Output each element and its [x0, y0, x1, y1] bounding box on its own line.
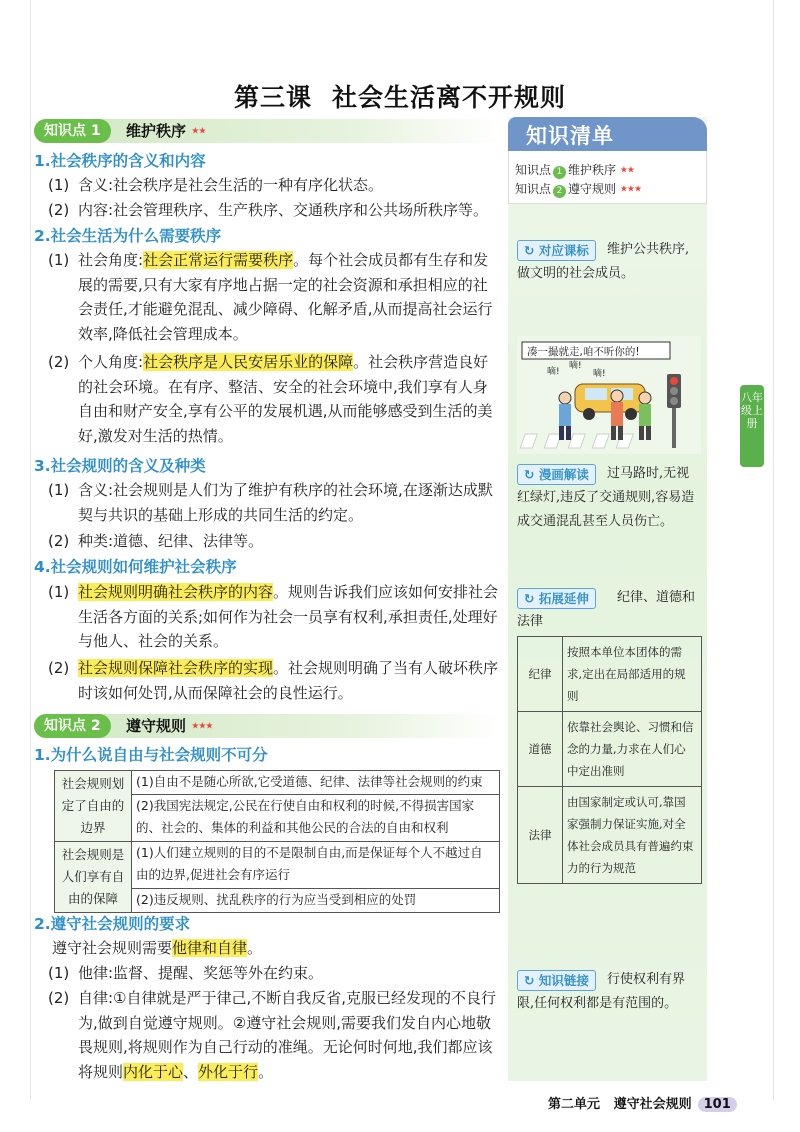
knowledge-list: [508, 151, 707, 204]
sidebar-header: [508, 117, 707, 151]
page-footer: [548, 1093, 737, 1112]
lesson-number: 第三课: [233, 83, 312, 112]
number-badge: 2: [553, 185, 566, 198]
number-badge: 1: [553, 166, 566, 179]
kp1-name: 维护秩序 ★★: [126, 122, 206, 140]
page-title: [0, 78, 800, 114]
highlight: 内化于心: [123, 1062, 184, 1081]
s6-heading: 2.遵守社会规则的要求: [34, 915, 191, 933]
rule-table: [54, 770, 500, 913]
highlight: 社会规则明确社会秩序的内容: [78, 583, 274, 601]
highlight: 社会正常运行需要秩序: [143, 251, 294, 269]
s1-heading: 1.社会秩序的含义和内容: [34, 152, 206, 170]
link-text: 行使权利有界限,任何权利都是有范围的。: [517, 972, 686, 1011]
curriculum-text: 维护公共秩序,做文明的社会成员。: [517, 242, 690, 281]
rule-table-head-2: 社会规则是人们享有自由的保障: [55, 842, 132, 913]
ext-head: 道德: [518, 712, 563, 787]
table-row: [55, 842, 500, 889]
kp2-bar: [34, 714, 500, 738]
kp1-bar: [34, 119, 500, 143]
grade-tab: 八年级上册: [740, 385, 764, 467]
s1-p1: (1) 含义:社会秩序是社会生活的一种有序化状态。: [48, 176, 384, 194]
sidebar-title: 知识清单: [526, 124, 614, 148]
s3-p1: (1) 含义:社会规则是人们为了维护有秩序的社会环境,在逐渐达成默契与共识的基础上形成的共同生活的约定。: [48, 481, 493, 524]
highlight: 社会规则保障社会秩序的实现: [78, 659, 274, 677]
ext-head: 纪律: [518, 637, 563, 712]
extension-table: [517, 636, 702, 884]
highlight: 外化于行: [198, 1062, 259, 1081]
list-item: 知识点 1 维护秩序 ★★: [515, 163, 634, 177]
chip-extension: ↻ 拓展延伸: [517, 588, 596, 609]
highlight: 社会秩序是人民安居乐业的保障: [143, 353, 354, 371]
rule-table-cell: (2)违反规则、扰乱秩序的行为应当受到相应的处罚: [132, 888, 500, 912]
kp2-tag: 知识点 2: [34, 714, 111, 738]
svg-text:嘀!: 嘀!: [569, 361, 582, 371]
footer-title: 遵守社会规则: [613, 1097, 692, 1112]
s2-p1: (1) 社会角度:社会正常运行需要秩序。每个社会成员都有生存和发展的需要,只有大家有序地占据一定的社会资源和承担相应的社会责任,才能避免混乱、减少障碍、化解矛盾,从而提高社会运行效率,降低社会管理成本。: [48, 251, 493, 343]
s6-p1: (1) 他律:监督、提醒、奖惩等外在约束。: [48, 964, 324, 982]
chip-comic: ↻ 漫画解读: [517, 464, 596, 485]
chip-curriculum: ↻ 对应课标: [517, 240, 596, 261]
s4-p1: (1) 社会规则明确社会秩序的内容。规则告诉我们应该如何安排社会生活各方面的关系;如何作为社会一员享有权利,承担责任,处理好与他人、社会的关系。: [48, 583, 499, 650]
list-item: 知识点 2 遵守规则 ★★★: [515, 182, 642, 196]
chip-link: ↻ 知识链接: [517, 970, 596, 991]
s4-heading: 4.社会规则如何维护社会秩序: [34, 558, 237, 576]
s6-intro: 遵守社会规则需要他律和自律。: [52, 939, 263, 957]
s6-p2: (2) 自律:①自律就是严于律己,不断自我反省,克服已经发现的不良行为,做到自觉遵守规则。②遵守社会规则,需要我们发自内心地敬畏规则,将规则作为自己行动的准绳。无论何时何地,我们都应该将规则内化于心、外化于行。: [48, 989, 497, 1081]
rule-table-cell: (2)我国宪法规定,公民在行使自由和权利的时候,不得损害国家的、社会的、集体的利益和其他公民的合法的自由和权利: [132, 795, 500, 842]
highlight: 他律和自律: [172, 939, 248, 957]
table-row: [518, 712, 702, 787]
comic-text: 过马路时,无视红绿灯,违反了交通规则,容易造成交通混乱甚至人员伤亡。: [517, 466, 695, 529]
svg-text:嘀!: 嘀!: [547, 367, 560, 377]
footer-unit: 第二单元: [548, 1097, 601, 1112]
extension-text: 纪律、道德和法律: [517, 590, 696, 629]
kp2-stars: ★★★: [191, 721, 213, 732]
s1-p2: (2) 内容:社会管理秩序、生产秩序、交通秩序和公共场所秩序等。: [48, 201, 489, 219]
s2-heading: 2.社会生活为什么需要秩序: [34, 227, 222, 245]
ext-desc: 按照本单位本团体的需求,定出在局部适用的规则: [563, 637, 702, 712]
rule-table-head-1: 社会规则划定了自由的边界: [55, 771, 132, 842]
comic-illustration: [517, 336, 701, 454]
lesson-title: 社会生活离不开规则: [332, 83, 567, 112]
speech-bubble: 凑一撮就走,咱不听你的!: [527, 346, 640, 358]
s5-heading: 1.为什么说自由与社会规则不可分: [34, 746, 268, 764]
table-row: [55, 771, 500, 795]
ext-head: 法律: [518, 787, 563, 884]
ext-desc: 由国家制定或认可,靠国家强制力保证实施,对全体社会成员具有普遍约束力的行为规范: [563, 787, 702, 884]
s3-heading: 3.社会规则的含义及种类: [34, 457, 206, 475]
rule-table-cell: (1)人们建立规则的目的不是限制自由,而是保证每个人不越过自由的边界,促进社会有序运行: [132, 842, 500, 889]
svg-text:嘀!: 嘀!: [593, 369, 606, 379]
kp1-stars: ★★: [191, 126, 206, 137]
table-row: [518, 637, 702, 712]
kp1-tag: 知识点 1: [34, 119, 111, 143]
s4-p2: (2) 社会规则保障社会秩序的实现。社会规则明确了当有人破坏秩序时该如何处罚,从而保障社会的良性运行。: [48, 659, 499, 702]
kp2-name: 遵守规则 ★★★: [126, 717, 213, 735]
rule-table-cell: (1)自由不是随心所欲,它受道德、纪律、法律等社会规则的约束: [132, 771, 500, 795]
s2-p2: (2) 个人角度:社会秩序是人民安居乐业的保障。社会秩序营造良好的社会环境。在有序、整洁、安全的社会环境中,我们享有人身自由和财产安全,享有公平的发展机遇,从而能够感受到生活的美好,激发对生活的热情。: [48, 353, 493, 445]
table-row: [518, 787, 702, 884]
ext-desc: 依靠社会舆论、习惯和信念的力量,力求在人们心中定出准则: [563, 712, 702, 787]
s3-p2: (2) 种类:道德、纪律、法律等。: [48, 532, 264, 550]
page-number: 101: [698, 1097, 737, 1112]
